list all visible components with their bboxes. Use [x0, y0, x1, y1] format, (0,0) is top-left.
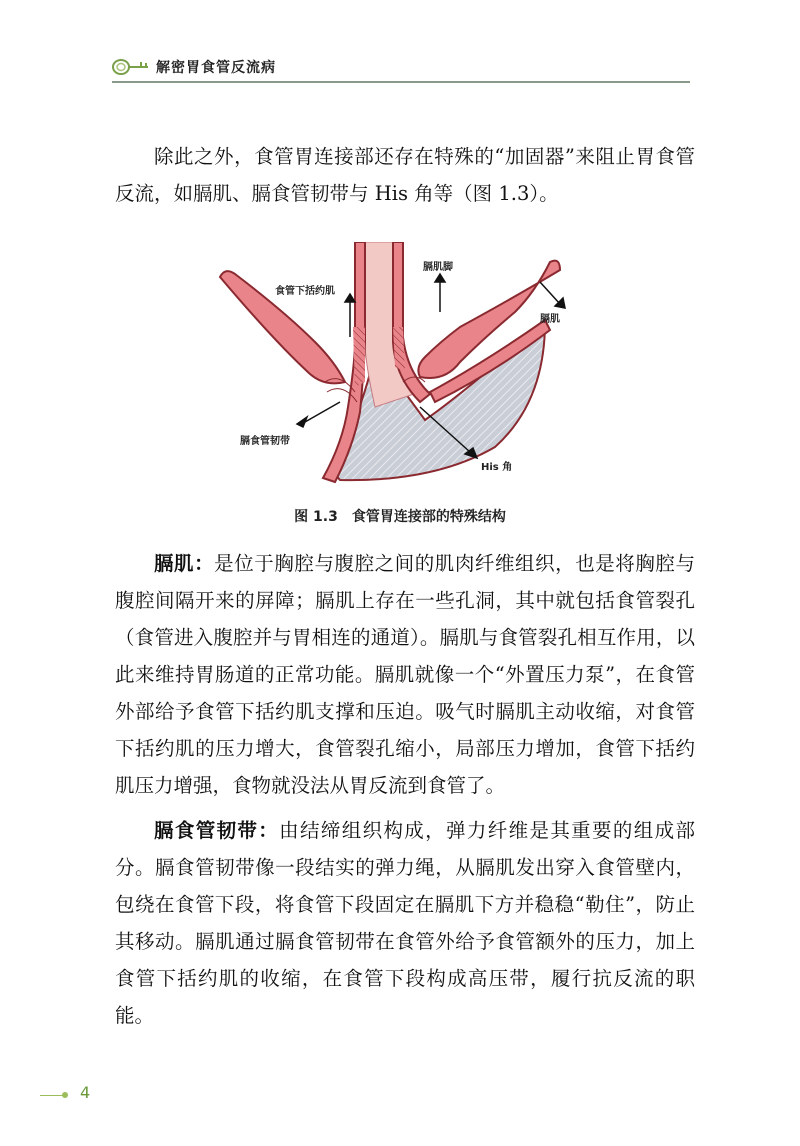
key-logo-icon [112, 57, 152, 77]
running-header [112, 55, 690, 85]
header-divider [112, 81, 690, 83]
section-diaphragm [115, 545, 695, 804]
label-his-angle: His 角 [481, 462, 513, 473]
figure-caption-text: 食管胃连接部的特殊结构 [351, 509, 506, 525]
section-ligament-lead: 膈食管韧带： [154, 819, 280, 842]
section-diaphragm-text: 是位于胸腔与腹腔之间的肌肉纤维组织，也是将胸腔与腹腔间隔开来的屏障；膈肌上存在一些孔洞，其中就包括食管裂孔（食管进入腹腔并与胃相连的通道）。膈肌与食管裂孔相互作用，以此来维持胃肠道的正常功能。膈肌就像一个“外置压力泵”，在食管外部给予食管下括约肌支撑和压迫。吸气时膈肌主动收缩，对食管下括约肌的压力增大，食管裂孔缩小，局部压力增加，食管下括约肌压力增强，食物就没法从胃反流到食管了。 [115, 552, 695, 797]
label-crus: 膈肌脚 [423, 262, 453, 273]
les-hatch-left [353, 327, 365, 387]
section-diaphragm-lead: 膈肌： [154, 552, 215, 575]
page-number: 4 [80, 1083, 91, 1102]
footer-dot [62, 1092, 68, 1098]
figure-caption [0, 506, 800, 526]
label-ligament: 膈食管韧带 [240, 436, 290, 447]
figure-ge-junction-diagram [215, 242, 575, 484]
label-diaphragm: 膈肌 [540, 314, 560, 325]
section-ligament-text: 由结缔组织构成，弹力纤维是其重要的组成部分。膈食管韧带像一段结实的弹力绳，从膈肌发出穿入食管壁内，包绕在食管下段，将食管下段固定在膈肌下方并稳稳“勒住”，防止其移动。膈肌通过膈食管韧带在食管外给予食管额外的压力，加上食管下括约肌的收缩，在食管下段构成高压带，履行抗反流的职能。 [115, 819, 695, 1027]
running-header-title: 解密胃食管反流病 [156, 60, 276, 76]
intro-paragraph: 除此之外，食管胃连接部还存在特殊的“加固器”来阻止胃食管反流，如膈肌、膈食管韧带与 His 角等（图 1.3）。 [115, 145, 695, 205]
figure-caption-number: 图 1.3 [294, 509, 338, 525]
label-les: 食管下括约肌 [275, 286, 335, 297]
section-ligament [115, 812, 695, 1034]
footer-rule [40, 1095, 64, 1096]
